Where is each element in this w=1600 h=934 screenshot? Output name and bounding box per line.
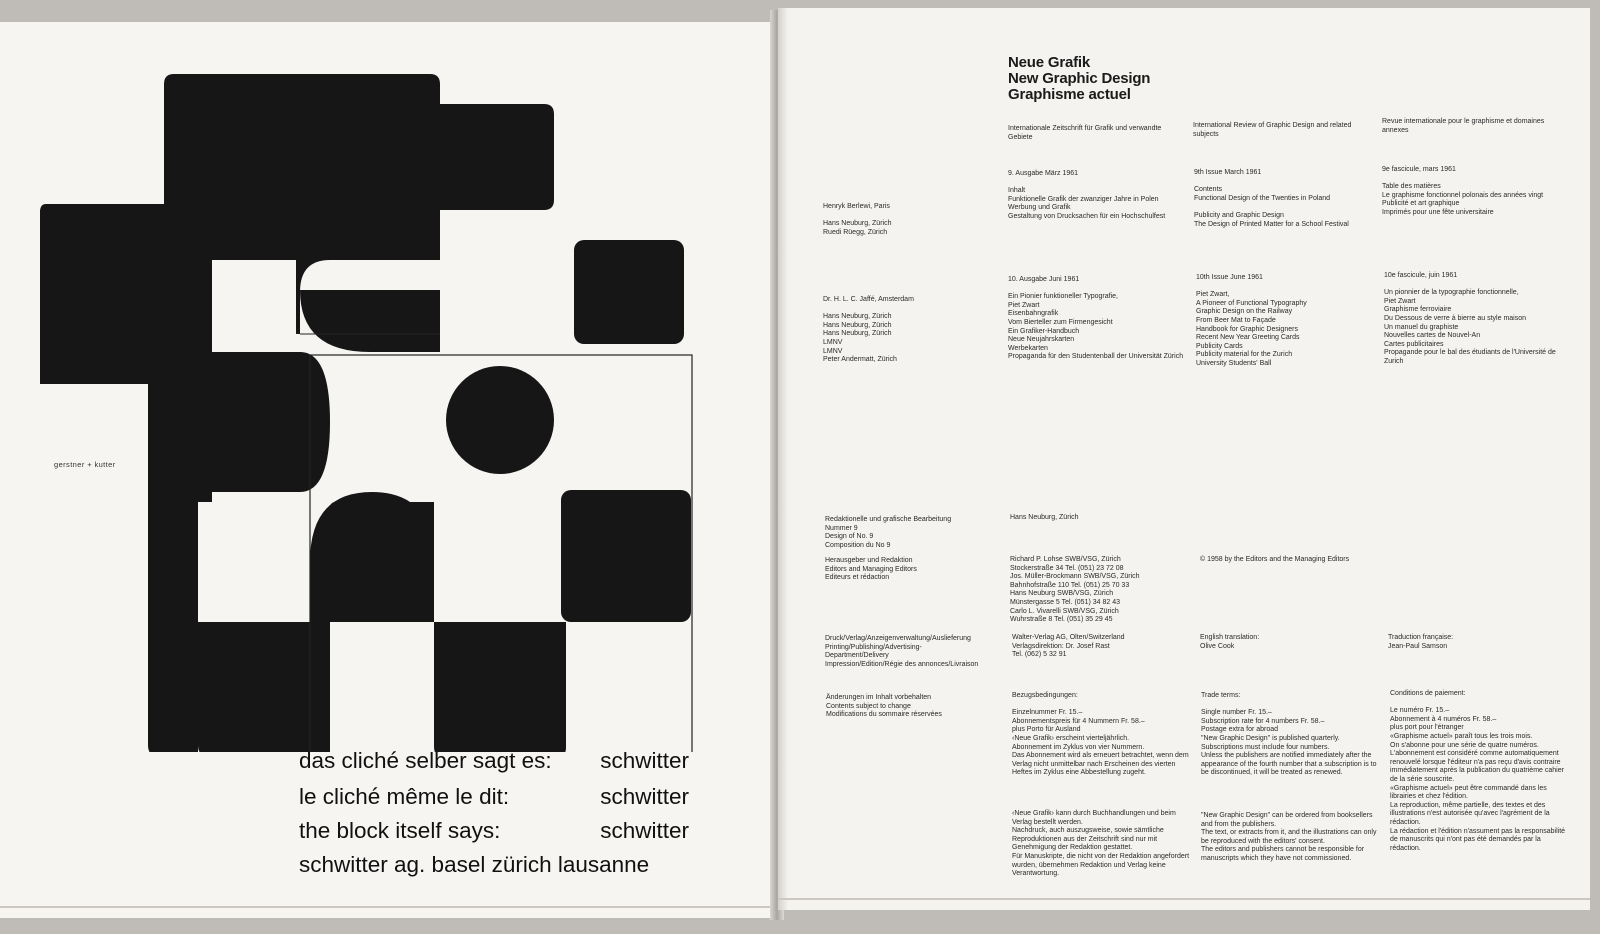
editors-value: Richard P. Lohse SWB/VSG, Zürich Stockerstraße 34 Tel. (051) 23 72 08 Jos. Müller-Brockmann SWB/VSG, Zürich Bahnhofstraße 110 Tel. (051) 25 70 33 Hans Neuburg SWB/VSG, Zürich Münstergasse 5 Tel. (051) 34 82 43 Carlo L. Vivarelli SWB/VSG, Zürich Wuhrstraße 8 Tel. (051) 35 29 45 xyxy=(1010,556,1140,624)
issue9-de: 9. Ausgabe März 1961 Inhalt Funktionelle Grafik der zwanziger Jahre in Polen Werbung und Grafik Gestaltung von Drucksachen für ein Hochschulfest xyxy=(1008,170,1166,220)
left-page: gerstner + kutter das cliché selber sagt es: schwitter le cliché même le dit: schwitter the block itself says: schwitter schwitter ag. basel zürich lausanne xyxy=(0,22,775,918)
english-translation: English translation: Olive Cook xyxy=(1200,634,1260,650)
right-block xyxy=(561,490,691,622)
half-disc-shape xyxy=(212,352,330,492)
issue9-authors: Henryk Berlewi, Paris Hans Neuburg, Zürich Ruedi Rüegg, Zürich xyxy=(823,203,892,236)
issue9-en: 9th Issue March 1961 Contents Functional Design of the Twenties in Poland Publicity and Graphic Design The Design of Printed Matter for a School Festival xyxy=(1194,169,1349,228)
cutout-top xyxy=(212,260,296,334)
terms-fr: Conditions de paiement: Le numéro Fr. 15.– Abonnement à 4 numéros Fr. 58.– plus port pour l'étranger «Graphisme actuel» paraît tous les trois mois. On s'abonne pour une série de quatre numéros. L'abonnement est considéré comme automatiquement renouvelé lorsque l'éditeur n'a pas reçu d'avis contraire immédiatement après la publication du quatrième cahier de la série souscrite. «Graphisme actuel» peut être commandé dans les librairies et chez l'édition. La reproduction, même partielle, des textes et des illustrations n'est autorisée qu'avec l'agrément de la rédaction. La rédaction et l'édition n'assument pas la responsabilité de manuscrits qui n'ont pas été demandés par la rédaction. xyxy=(1390,690,1566,852)
title-de: Neue Grafik xyxy=(1008,54,1090,71)
issue10-fr: 10e fascicule, juin 1961 Un pionnier de la typographie fonctionnelle, Piet Zwart Graphisme ferroviaire Du Dessous de verre à bierre au style maison Un manuel du graphiste Nouvelles cartes de Nouvel-An Cartes publicitaires Propagande pour le bal des étudiants de l'Université de Zurich xyxy=(1384,272,1556,365)
contents-reserve-note: Änderungen im Inhalt vorbehalten Contents subject to change Modifications du sommaire réservées xyxy=(826,694,942,719)
issue10-en: 10th Issue June 1961 Piet Zwart, A Pioneer of Functional Typography Graphic Design on the Railway From Beer Mat to Façade Handbook for Graphic Designers Recent New Year Greeting Cards Publicity Cards Publicity material for the Zurich University Students' Ball xyxy=(1196,274,1307,367)
bottom-mid-block xyxy=(330,502,434,622)
editors-label: Herausgeber und Redaktion Editors and Managing Editors Editeurs et rédaction xyxy=(825,557,917,582)
bottom-right-block xyxy=(434,622,566,752)
publisher-label: Druck/Verlag/Anzeigenverwaltung/Auslieferung Printing/Publishing/Advertising-Department/Delivery Impression/Edition/Régie des annonces/Livraison xyxy=(825,635,979,668)
masthead xyxy=(1008,55,1150,103)
page-edge xyxy=(778,898,1590,900)
issue10-de: 10. Ausgabe Juni 1961 Ein Pionier funktioneller Typografie, Piet Zwart Eisenbahngrafik Vom Bierteller zum Firmengesicht Ein Grafiker-Handbuch Neue Neujahrskarten Werbekarten Propaganda für den Studentenball der Universität Zürich xyxy=(1008,276,1184,361)
terms-en: Trade terms: Single number Fr. 15.– Subscription rate for 4 numbers Fr. 58.– Postage extra for abroad "New Graphic Design" is published quarterly. Subscriptions must include four numbers. Unless the publishers are notified immediately after the appearance of the fourth number that a subscription is to be discontinued, it will be treated as renewed. xyxy=(1201,692,1377,777)
issue9-fr: 9e fascicule, mars 1961 Table des matières Le graphisme fonctionnel polonais des années vingt Publicité et art graphique Imprimés pour une fête universitaire xyxy=(1382,166,1544,216)
terms-de: Bezugsbedingungen: Einzelnummer Fr. 15.– Abonnementspreis für 4 Nummern Fr. 58.– plus Porto für Ausland ‹Neue Grafik› erscheint vierteljährlich. Abonnement im Zyklus von vier Nummern. Das Abonnement wird als erneuert betrachtet, wenn dem Verlag nicht unmittelbar nach Erscheinen des vierten Heftes im Zyklus eine Abbestellung zugeht. xyxy=(1012,692,1189,777)
intro-fr: Revue internationale pour le graphisme et domaines annexes xyxy=(1382,118,1545,134)
title-en: New Graphic Design xyxy=(1008,70,1151,87)
cutout-bottom-right xyxy=(566,622,692,752)
copyright: © 1958 by the Editors and the Managing Editors xyxy=(1200,556,1350,563)
editorial-value: Hans Neuburg, Zürich xyxy=(1010,514,1079,521)
intro-de: Internationale Zeitschrift für Grafik und verwandte Gebiete xyxy=(1008,125,1162,141)
bowl-shape xyxy=(300,290,440,352)
title-fr: Graphisme actuel xyxy=(1008,86,1131,103)
cutout-lower-left xyxy=(204,502,310,622)
circle-shape xyxy=(446,366,554,474)
page-edge xyxy=(0,906,775,908)
square-block xyxy=(574,240,684,344)
issue10-authors: Dr. H. L. C. Jaffé, Amsterdam Hans Neuburg, Zürich Hans Neuburg, Zürich Hans Neuburg, Zürich LMNV LMNV Peter Andermatt, Zürich xyxy=(823,296,914,364)
french-translation: Traduction française: Jean-Paul Samson xyxy=(1388,634,1454,650)
geometric-artwork xyxy=(0,22,775,752)
ordering-de: ‹Neue Grafik› kann durch Buchhandlungen und beim Verlag bestellt werden. Nachdruck, auch auszugsweise, sowie sämtliche Reproduktionen aus der Zeitschrift sind nur mit Genehmigung der Redaktion gestattet. Für Manuskripte, die nicht von der Redaktion angefordert wurden, übernehmen Redaktion und Verlag keine Verantwortung. xyxy=(1012,810,1190,878)
editorial-label: Redaktionelle und grafische Bearbeitung Nummer 9 Design of No. 9 Composition du No 9 xyxy=(825,516,952,549)
cutout-bottom-mid xyxy=(330,622,434,752)
designer-credit: gerstner + kutter xyxy=(54,460,116,469)
ordering-en: "New Graphic Design" can be ordered from booksellers and from the publishers. The text, or extracts from it, and the illustrations can only be reproduced with the editors' consent. The editors and publishers cannot be responsible for manuscripts which they have not commissioned. xyxy=(1201,812,1377,862)
publisher-value: Walter-Verlag AG, Olten/Switzerland Verlagsdirektion: Dr. Josef Rast Tel. (062) 5 32 91 xyxy=(1012,634,1125,659)
left-column-shape xyxy=(40,210,212,752)
intro-en: International Review of Graphic Design and related subjects xyxy=(1193,122,1352,138)
page-shadow xyxy=(778,8,788,910)
